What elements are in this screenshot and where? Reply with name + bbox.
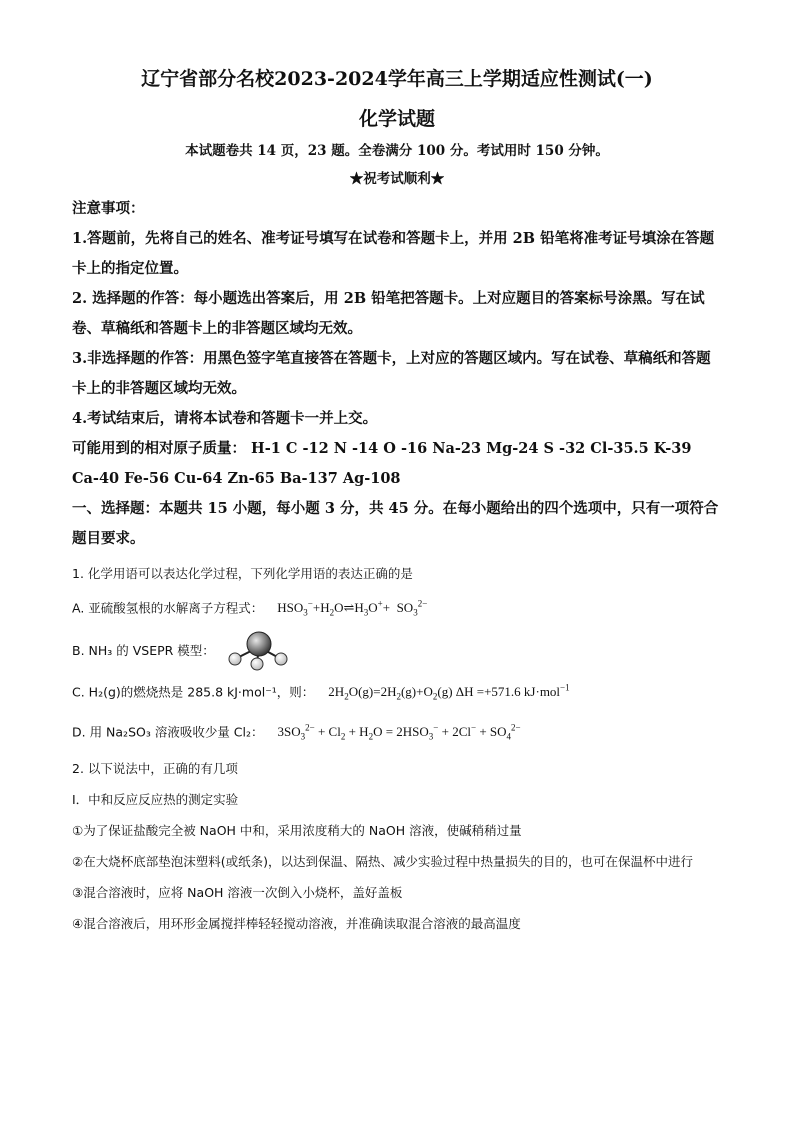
q1-option-d-label: D. 用 Na₂SO₃ 溶液吸收少量 Cl₂：: [72, 724, 264, 740]
q1-option-b-label: B. NH₃ 的 VSEPR 模型：: [72, 642, 215, 658]
note-item-3: 3.非选择题的作答：用黑色签字笔直接答在答题卡，上对应的答题区域内。写在试卷、草稿纸和答题卡上的非答题区域均无效。: [72, 350, 711, 397]
q1-option-d: [72, 713, 722, 753]
q2-stem: 2. 以下说法中，正确的有几项: [72, 760, 238, 776]
q1-option-a: [72, 589, 722, 629]
q1-option-d-formula: $3SO_3^{2-} + Cl_2 + H_2O = 2HSO_3^- + 2Cl^- + SO_4^{2-}$: [277, 722, 521, 742]
note-item-1: 1.答题前，先将自己的姓名、准考证号填写在试卷和答题卡上，并用 2B 铅笔将准考证号填涂在答题卡上的指定位置。: [72, 230, 715, 277]
page-title: 辽宁省部分名校2023-2024学年高三上学期适应性测试(一): [141, 68, 653, 90]
q2-subtitle: Ⅰ．中和反应反应热的测定实验: [72, 791, 239, 807]
q1-option-c-label: C. H₂(g)的燃烧热是 285.8 kJ·mol⁻¹，则：: [72, 684, 315, 700]
notes-title: 注意事项：: [72, 200, 145, 217]
note-item-2: 2. 选择题的作答：每小题选出答案后，用 2B 铅笔把答题卡。上对应题目的答案标号涂黑。写在试卷、草稿纸和答题卡上的非答题区域均无效。: [72, 290, 705, 337]
exam-page: [72, 62, 722, 939]
q2-item-2: ②在大烧杯底部垫泡沫塑料(或纸条)，以达到保温、隔热、减少实验过程中热量损失的目的，也可在保温杯中进行: [72, 853, 693, 869]
q2-item-4: ④混合溶液后，用环形金属搅拌棒轻轻搅动溶液，并准确读取混合溶液的最高温度: [72, 915, 521, 931]
exam-info: 本试题卷共 14 页，23 题。全卷满分 100 分。考试用时 150 分钟。: [185, 143, 609, 159]
atomic-mass-line: 可能用到的相对原子质量： H-1 C -12 N -14 O -16 Na-23 Mg-24 S -32 Cl-35.5 K-39 Ca-40 Fe-56 Cu-64 Zn-65 Ba-137 Ag-108: [72, 440, 692, 487]
note-item-4: 4.考试结束后，请将本试卷和答题卡一并上交。: [72, 410, 378, 427]
q1-stem: 1. 化学用语可以表达化学过程，下列化学用语的表达正确的是: [72, 566, 413, 581]
q1-option-a-formula: $HSO_3^-+H_2O\rightleftharpoons H_3O^++ SO_3^{2-}$: [277, 599, 428, 618]
q1-option-a-label: A. 亚硫酸氢根的水解离子方程式：: [72, 600, 264, 616]
q1-option-c-formula: $2H_2O(g)=2H_2(g)+O_2(g)$ ΔH =+571.6 kJ·mol$^{-1}$: [328, 682, 570, 702]
q1-option-c: [72, 673, 722, 713]
page-subtitle: 化学试题: [358, 108, 435, 130]
q2-item-1: ①为了保证盐酸完全被 NaOH 中和，采用浓度稍大的 NaOH 溶液，使碱稍稍过量: [72, 822, 522, 838]
section-heading: 一、选择题：本题共 15 小题，每小题 3 分，共 45 分。在每小题给出的四个选项中，只有一项符合题目要求。: [72, 500, 719, 547]
q2-item-3: ③混合溶液时，应将 NaOH 溶液一次倒入小烧杯，盖好盖板: [72, 884, 403, 900]
q1-option-b: [72, 629, 722, 673]
nh3-vsepr-model-icon: [219, 629, 295, 673]
exam-wish: ★祝考试顺利★: [349, 171, 445, 187]
